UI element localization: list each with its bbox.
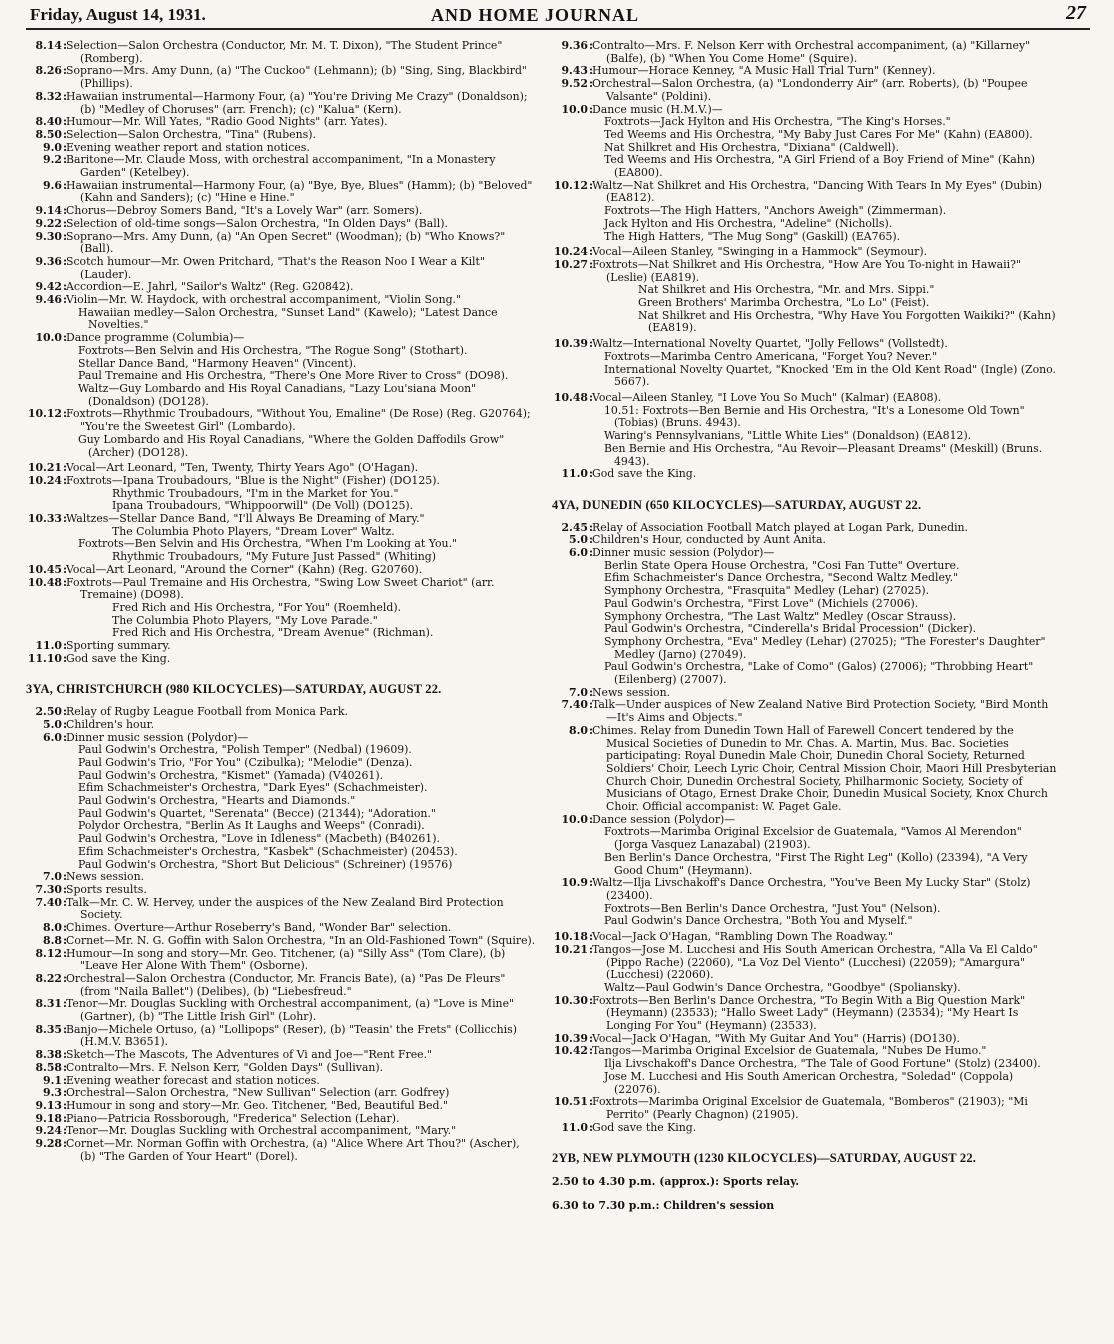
program-time: 9.42 :	[26, 281, 62, 294]
program-entry	[26, 256, 538, 281]
program-time: 8.14 :	[26, 40, 62, 53]
program-text: Relay of Rugby League Football from Monica Park.	[66, 705, 348, 719]
program-line: Efim Schachmeister's Dance Orchestra, "Second Waltz Medley."	[604, 571, 959, 585]
program-entry	[552, 995, 1058, 1033]
program-text: Cornet—Mr. N. G. Goffin with Salon Orchestra, "In an Old-Fashioned Town" (Squire).	[66, 933, 536, 947]
program-text: Vocal—Jack O'Hagan, "With My Guitar And You" (Harris) (DO130).	[592, 1031, 961, 1045]
program-time: 11.0 :	[26, 640, 62, 653]
program-entry	[26, 332, 538, 345]
program-line: Ted Weems and His Orchestra, "My Baby Just Cares For Me" (Kahn) (EA800).	[604, 127, 1033, 141]
program-line: Polydor Orchestra, "Berlin As It Laughs and Weeps" (Conradi).	[78, 819, 425, 833]
program-text: Selection of old-time songs—Salon Orchestra, "In Olden Days" (Ball).	[66, 216, 448, 230]
program-line: Berlin State Opera House Orchestra, "Cosi Fan Tutte" Overture.	[604, 558, 960, 572]
program-text: Chimes. Relay from Dunedin Town Hall of Farewell Concert tendered by the Musical Societies of Dunedin to Mr. Chas. A. Martin, Mus. Bac. Societies participating: Royal Dunedin Male Choir, Dunedin Choral Society, Returned Soldiers' Choir, Leech Lyric Choir, Central Mission Choir, Maori Hill Presbyterian Church Choir, Dunedin Orchestral Society, Philharmonic Society, Society of Musicians of Otago, Ernest Drake Choir, Dunedin Musical Society, Knox Church Choir. Official accompanist: W. Paget Gale.	[592, 723, 1057, 814]
program-line: Foxtrots—Ben Selvin and His Orchestra, "When I'm Looking at You."	[78, 537, 458, 551]
program-entry	[552, 180, 1058, 205]
program-entry	[552, 931, 1058, 944]
program-time: 11.0 :	[552, 1122, 588, 1135]
program-text: Waltz—Ilja Livschakoff's Dance Orchestra, "You've Been My Lucky Star" (Stolz) (23400).	[592, 876, 1031, 902]
program-time: 9.30 :	[26, 231, 62, 244]
program-entry	[26, 948, 538, 973]
program-line: Ben Berlin's Dance Orchestra, "First The Right Leg" (Kollo) (23394), "A Very Good Chum" (Heymann).	[604, 850, 1028, 877]
program-line: Symphony Orchestra, "Eva" Medley (Lehar) (27025); "The Forester's Daughter" Medley (Jarno) (27049).	[604, 634, 1046, 661]
program-text: Selection—Salon Orchestra (Conductor, Mr. M. T. Dixon), "The Student Prince" (Romberg).	[66, 39, 503, 65]
program-line: Efim Schachmeister's Orchestra, "Kasbek" (Schachmeister) (20453).	[78, 844, 458, 858]
program-time: 9.14 :	[26, 205, 62, 218]
program-entry	[26, 218, 538, 231]
program-time: 9.13 :	[26, 1100, 62, 1113]
program-text: Foxtrots—Nat Shilkret and His Orchestra, "How Are You To-night in Hawaii?" (Leslie) (EA819).	[592, 257, 1021, 284]
program-time: 10.21 :	[26, 462, 62, 475]
program-time: 9.2 :	[26, 154, 62, 167]
program-text: Waltz—Nat Shilkret and His Orchestra, "Dancing With Tears In My Eyes" (Dubin) (EA812).	[592, 178, 1042, 205]
program-text: Foxtrots—Rhythmic Troubadours, "Without You, Emaline" (De Rose) (Reg. G20764); "You're the Sweetest Girl" (Lombardo).	[66, 407, 531, 434]
program-text: Humour—In song and story—Mr. Geo. Titchener, (a) "Silly Ass" (Tom Clare), (b) "Leave Her Alone With Them" (Osborne).	[66, 946, 506, 973]
program-time: 9.1 :	[26, 1075, 62, 1088]
program-text: Vocal—Art Leonard, "Around the Corner" (Kahn) (Reg. G20760).	[66, 562, 423, 576]
program-entry	[26, 129, 538, 142]
section-heading-3ya: 3YA, CHRISTCHURCH (980 KILOCYCLES)—SATURDAY, AUGUST 22.	[26, 682, 442, 697]
program-entry	[26, 706, 538, 719]
program-text: Dance session (Polydor)—	[592, 812, 736, 826]
program-text: Tenor—Mr. Douglas Suckling with Orchestral accompaniment, "Mary."	[66, 1124, 457, 1138]
program-time: 5.0 :	[552, 534, 588, 547]
program-line: Ted Weems and His Orchestra, "A Girl Friend of a Boy Friend of Mine" (Kahn) (EA800).	[604, 153, 1036, 180]
program-entry	[26, 180, 538, 205]
program-text: Dinner music session (Polydor)—	[592, 546, 775, 560]
program-text: Humour—Horace Kenney, "A Music Hall Trial Turn" (Kenney).	[592, 64, 936, 78]
program-text: Hawaiian instrumental—Harmony Four, (a) "Bye, Bye, Blues" (Hamm); (b) "Beloved" (Kahn and Sanders); (c) "Hine e Hine."	[66, 178, 533, 205]
program-line: Paul Godwin's Orchestra, "Kismet" (Yamada) (V40261).	[78, 768, 384, 782]
program-entry	[552, 877, 1058, 902]
program-time: 7.30 :	[26, 884, 62, 897]
program-line: Paul Godwin's Trio, "For You" (Czibulka); "Melodie" (Denza).	[78, 755, 413, 769]
program-text: Foxtrots—Paul Tremaine and His Orchestra, "Swing Low Sweet Chariot" (arr. Tremaine) (DO98).	[66, 575, 495, 602]
program-time: 8.32 :	[26, 91, 62, 104]
program-text: Foxtrots—Ben Berlin's Dance Orchestra, "To Begin With a Big Question Mark" (Heymann) (23533); "Hallo Sweet Lady" (Heymann) (23534); "My Heart Is Longing For You" (Heymann) (23533).	[592, 993, 1026, 1033]
program-line: Paul Godwin's Orchestra, "Love in Idleness" (Macbeth) (B40261).	[78, 832, 440, 846]
program-time: 10.51 :	[552, 1096, 588, 1109]
program-entry	[26, 884, 538, 897]
program-line: Green Brothers' Marimba Orchestra, "Lo Lo" (Feist).	[638, 296, 930, 310]
program-entry	[26, 973, 538, 998]
program-time: 9.46 :	[26, 294, 62, 307]
program-line: Ipana Troubadours, "Whippoorwill" (De Voll) (DO125).	[112, 499, 414, 513]
program-text: Foxtrots—Marimba Original Excelsior de Guatemala, "Bomberos" (21903); "Mi Perrito" (Pearly Chagnon) (21905).	[592, 1095, 1028, 1121]
program-line: Rhythmic Troubadours, "I'm in the Market for You."	[112, 486, 399, 500]
program-time: 8.8 :	[26, 935, 62, 948]
program-entry	[26, 205, 538, 218]
program-time: 7.40 :	[26, 897, 62, 910]
program-line: Fred Rich and His Orchestra, "Dream Avenue" (Richman).	[112, 626, 434, 640]
program-entry	[26, 922, 538, 935]
program-entry	[552, 78, 1058, 103]
program-entry	[26, 231, 538, 256]
program-text: Evening weather report and station notices.	[66, 140, 310, 154]
program-text: Humour in song and story—Mr. Geo. Titchener, "Bed, Beautiful Bed."	[66, 1098, 448, 1112]
program-time: 8.22 :	[26, 973, 62, 986]
program-time: 10.39 :	[552, 338, 588, 351]
program-time: 10.33 :	[26, 513, 62, 526]
program-text: Tenor—Mr. Douglas Suckling with Orchestral accompaniment, (a) "Love is Mine" (Gartner), (b) "The Little Irish Girl" (Lohr).	[66, 997, 515, 1024]
program-time: 9.0 :	[26, 142, 62, 155]
program-time: 7.40 :	[552, 699, 588, 712]
program-time: 10.0 :	[552, 814, 588, 827]
program-entry	[26, 513, 538, 526]
program-time: 2.45 :	[552, 522, 588, 535]
program-text: Sketch—The Mascots, The Adventures of Vi and Joe—"Rent Free."	[66, 1048, 433, 1062]
program-line: Ilja Livschakoff's Dance Orchestra, "The Tale of Good Fortune" (Stolz) (23400).	[604, 1057, 1041, 1071]
program-entry	[552, 468, 1058, 481]
program-entry	[26, 1024, 538, 1049]
program-time: 8.35 :	[26, 1024, 62, 1037]
program-time: 10.12 :	[26, 408, 62, 421]
program-entry	[26, 65, 538, 90]
program-text: Dinner music session (Polydor)—	[66, 730, 249, 744]
program-time: 8.26 :	[26, 65, 62, 78]
program-entry	[26, 640, 538, 653]
program-text: Children's Hour, conducted by Aunt Anita.	[592, 533, 827, 547]
program-line: Ben Bernie and His Orchestra, "Au Revoir—Pleasant Dreams" (Meskill) (Bruns. 4943).	[604, 441, 1043, 468]
program-line: Paul Godwin's Orchestra, "Short But Delicious" (Schreiner) (19576)	[78, 857, 453, 871]
program-line: 2.50 to 4.30 p.m. (approx.): Sports relay.	[552, 1174, 800, 1188]
program-text: Foxtrots—Ipana Troubadours, "Blue is the Night" (Fisher) (DO125).	[66, 473, 440, 487]
program-time: 7.0 :	[26, 871, 62, 884]
program-entry	[552, 1122, 1058, 1135]
program-text: Dance music (H.M.V.)—	[592, 102, 723, 116]
program-entry	[26, 91, 538, 116]
program-time: 10.12 :	[552, 180, 588, 193]
right-column	[552, 40, 1058, 1223]
program-time: 8.58 :	[26, 1062, 62, 1075]
program-text: Soprano—Mrs. Amy Dunn, (a) "An Open Secret" (Woodman); (b) "Who Knows?" (Ball).	[66, 229, 506, 256]
program-entry	[552, 725, 1058, 814]
page-header	[26, 2, 1090, 28]
program-entry	[552, 40, 1058, 65]
program-text: Soprano—Mrs. Amy Dunn, (a) "The Cuckoo" (Lehmann); (b) "Sing, Sing, Blackbird" (Phillips).	[66, 64, 527, 91]
program-line: Foxtrots—Jack Hylton and His Orchestra, "The King's Horses."	[604, 115, 951, 129]
program-time: 9.43 :	[552, 65, 588, 78]
program-time: 9.52 :	[552, 78, 588, 91]
program-text: Humour—Mr. Will Yates, "Radio Good Nights" (arr. Yates).	[66, 115, 388, 129]
program-line: Foxtrots—Marimba Original Excelsior de Guatemala, "Vamos Al Merendon" (Jorga Vasquez Lanazabal) (21903).	[604, 825, 1022, 852]
section-heading-2yb: 2YB, NEW PLYMOUTH (1230 KILOCYCLES)—SATURDAY, AUGUST 22.	[552, 1151, 977, 1166]
header-rule	[26, 28, 1090, 30]
program-text: Chimes. Overture—Arthur Roseberry's Band, "Wonder Bar" selection.	[66, 921, 452, 935]
program-time: 8.31 :	[26, 998, 62, 1011]
program-line: Efim Schachmeister's Orchestra, "Dark Eyes" (Schachmeister).	[78, 781, 428, 795]
program-time: 10.45 :	[26, 564, 62, 577]
program-text: Talk—Mr. C. W. Hervey, under the auspices of the New Zealand Bird Protection Society.	[66, 895, 504, 922]
program-time: 9.3 :	[26, 1087, 62, 1100]
program-text: Vocal—Jack O'Hagan, "Rambling Down The Roadway."	[592, 930, 893, 944]
program-line: Foxtrots—Marimba Centro Americana, "Forget You? Never."	[604, 349, 938, 363]
program-text: Orchestral—Salon Orchestra, (a) "Londonderry Air" (arr. Roberts), (b) "Poupee Valsante" (Poldini).	[592, 77, 1028, 103]
program-time: 6.0 :	[26, 732, 62, 745]
program-text: Evening weather forecast and station notices.	[66, 1073, 320, 1087]
program-text: Cornet—Mr. Norman Goffin with Orchestra, (a) "Alice Where Art Thou?" (Ascher), (b) "The Garden of Your Heart" (Dorel).	[66, 1137, 520, 1163]
program-entry	[552, 547, 1058, 560]
program-line: The High Hatters, "The Mug Song" (Gaskill) (EA765).	[604, 229, 901, 243]
program-text: Selection—Salon Orchestra, "Tina" (Rubens).	[66, 127, 316, 141]
program-line: Paul Godwin's Orchestra, "Cinderella's Bridal Procession" (Dicker).	[604, 622, 977, 636]
program-time: 9.24 :	[26, 1125, 62, 1138]
program-time: 9.36 :	[552, 40, 588, 53]
program-time: 10.30 :	[552, 995, 588, 1008]
program-text: God save the King.	[592, 1120, 697, 1134]
program-entry	[26, 998, 538, 1023]
program-line: Paul Godwin's Orchestra, "Lake of Como" (Galos) (27006); "Throbbing Heart" (Eilenberg) (27007).	[604, 660, 1034, 687]
program-entry	[26, 1062, 538, 1075]
program-text: Hawaiian instrumental—Harmony Four, (a) "You're Driving Me Crazy" (Donaldson); (b) "Medley of Choruses" (arr. French); (c) "Kalua" (Kern).	[66, 89, 528, 116]
program-time: 10.18 :	[552, 931, 588, 944]
program-line: Foxtrots—Ben Berlin's Dance Orchestra, "Just You" (Nelson).	[604, 901, 941, 915]
program-line: Jose M. Lucchesi and His South American Orchestra, "Soledad" (Coppola) (22076).	[604, 1069, 1014, 1096]
program-time: 9.36 :	[26, 256, 62, 269]
program-time: 10.27 :	[552, 259, 588, 272]
program-line: Waltz—Guy Lombardo and His Royal Canadians, "Lazy Lou'siana Moon" (Donaldson) (DO128).	[78, 381, 477, 408]
program-time: 8.12 :	[26, 948, 62, 961]
program-text: Vocal—Art Leonard, "Ten, Twenty, Thirty Years Ago" (O'Hagan).	[66, 461, 419, 475]
program-line: Paul Godwin's Quartet, "Serenata" (Becce) (21344); "Adoration."	[78, 806, 436, 820]
program-line: Foxtrots—The High Hatters, "Anchors Aweigh" (Zimmerman).	[604, 204, 947, 218]
program-time: 9.18 :	[26, 1113, 62, 1126]
program-text: Sports results.	[66, 883, 147, 896]
program-entry	[552, 699, 1058, 724]
program-line: Guy Lombardo and His Royal Canadians, "Where the Golden Daffodils Grow" (Archer) (DO128).	[78, 432, 505, 459]
program-time: 7.0 :	[552, 687, 588, 700]
section-heading-4ya: 4YA, DUNEDIN (650 KILOCYCLES)—SATURDAY, AUGUST 22.	[552, 497, 922, 512]
program-entry	[26, 719, 538, 732]
program-entry	[26, 1138, 538, 1163]
program-time: 10.24 :	[552, 246, 588, 259]
program-line: Paul Godwin's Dance Orchestra, "Both You and Myself."	[604, 914, 913, 928]
program-time: 5.0 :	[26, 719, 62, 732]
publication-title: AND HOME JOURNAL	[431, 5, 639, 25]
program-entry	[552, 259, 1058, 284]
program-entry	[26, 564, 538, 577]
program-line: Waring's Pennsylvanians, "Little White Lies" (Donaldson) (EA812).	[604, 429, 972, 443]
program-line: Foxtrots—Ben Selvin and His Orchestra, "The Rogue Song" (Stothart).	[78, 343, 468, 357]
program-time: 10.48 :	[26, 577, 62, 590]
program-entry	[552, 1045, 1058, 1058]
program-entry	[552, 338, 1058, 351]
program-line: Paul Godwin's Orchestra, "Hearts and Diamonds."	[78, 794, 356, 808]
program-text: Contralto—Mrs. F. Nelson Kerr with Orchestral accompaniment, (a) "Killarney" (Balfe), (b) "When You Come Home" (Squire).	[592, 39, 1031, 65]
program-line: Symphony Orchestra, "Frasquita" Medley (Lehar) (27025).	[604, 584, 930, 598]
program-time: 8.38 :	[26, 1049, 62, 1062]
program-line: Nat Shilkret and His Orchestra, "Why Have You Forgotten Waikiki?" (Kahn) (EA819).	[638, 308, 1056, 335]
program-text: News session.	[66, 870, 145, 884]
program-text: Accordion—E. Jahrl, "Sailor's Waltz" (Reg. G20842).	[66, 280, 354, 294]
program-entry	[26, 1049, 538, 1062]
program-text: Orchestral—Salon Orchestra, "New Sullivan" Selection (arr. Godfrey)	[66, 1086, 450, 1100]
program-time: 11.10 :	[26, 653, 62, 666]
program-entry	[26, 732, 538, 745]
program-text: Piano—Patricia Rossborough, "Frederica" Selection (Lehar).	[66, 1111, 400, 1125]
program-entry	[26, 1100, 538, 1113]
program-text: Baritone—Mr. Claude Moss, with orchestral accompaniment, "In a Monastery Garden" (Ketelbey).	[66, 153, 496, 180]
program-entry	[26, 653, 538, 666]
program-text: Waltzes—Stellar Dance Band, "I'll Always Be Dreaming of Mary."	[66, 512, 425, 526]
program-text: God save the King.	[66, 651, 171, 665]
program-text: Contralto—Mrs. F. Nelson Kerr, "Golden Days" (Sullivan).	[66, 1060, 384, 1074]
program-time: 10.42 :	[552, 1045, 588, 1058]
program-entry	[26, 475, 538, 488]
issue-date: Friday, August 14, 1931.	[30, 5, 206, 24]
program-line: Paul Godwin's Orchestra, "Polish Temper" (Nedbal) (19609).	[78, 743, 412, 757]
program-time: 10.48 :	[552, 392, 588, 405]
program-entry	[26, 897, 538, 922]
program-entry	[552, 1096, 1058, 1121]
program-entry	[26, 40, 538, 65]
program-line: Nat Shilkret and His Orchestra, "Mr. and Mrs. Sippi."	[638, 283, 935, 297]
program-line: 6.30 to 7.30 p.m.: Children's session	[552, 1198, 775, 1212]
left-column	[26, 40, 538, 1163]
program-time: 11.0 :	[552, 468, 588, 481]
program-time: 9.28 :	[26, 1138, 62, 1151]
program-line: Paul Godwin's Orchestra, "First Love" (Michiels (27006).	[604, 596, 919, 610]
program-text: Vocal—Aileen Stanley, "I Love You So Much" (Kalmar) (EA808).	[592, 390, 942, 404]
program-line: The Columbia Photo Players, "My Love Parade."	[112, 613, 378, 627]
program-text: Vocal—Aileen Stanley, "Swinging in a Hammock" (Seymour).	[592, 245, 928, 259]
program-line: The Columbia Photo Players, "Dream Lover" Waltz.	[112, 524, 395, 538]
program-line: Nat Shilkret and His Orchestra, "Dixiana" (Caldwell).	[604, 140, 899, 154]
program-entry	[26, 294, 538, 307]
program-time: 9.22 :	[26, 218, 62, 231]
program-text: Tangos—Jose M. Lucchesi and His South American Orchestra, "Alla Va El Caldo" (Pippo Rache) (22060), "La Voz Del Viento" (Lucchesi) (22059); "Amargura" (Lucchesi) (22060).	[592, 942, 1038, 982]
program-text: Relay of Association Football Match played at Logan Park, Dunedin.	[592, 520, 969, 534]
program-time: 10.9 :	[552, 877, 588, 890]
program-time: 8.0 :	[26, 922, 62, 935]
program-time: 8.40 :	[26, 116, 62, 129]
program-text: Dance programme (Columbia)—	[66, 331, 245, 345]
program-time: 8.50 :	[26, 129, 62, 142]
page-number: 27	[1066, 2, 1086, 24]
program-entry	[552, 814, 1058, 827]
program-text: Waltz—International Novelty Quartet, "Jolly Fellows" (Vollstedt).	[592, 337, 948, 351]
program-line: Paul Tremaine and His Orchestra, "There's One More River to Cross" (DO98).	[78, 369, 509, 383]
program-entry	[26, 462, 538, 475]
program-entry	[26, 154, 538, 179]
program-text: Talk—Under auspices of New Zealand Native Bird Protection Society, "Bird Month—It's Aims and Objects."	[592, 698, 1049, 725]
program-text: Banjo—Michele Ortuso, (a) "Lollipops" (Reser), (b) "Teasin' the Frets" (Collicchis) (H.M.V. B3651).	[66, 1022, 517, 1049]
program-time: 10.24 :	[26, 475, 62, 488]
program-text: Orchestral—Salon Orchestra (Conductor, Mr. Francis Bate), (a) "Pas De Fleurs" (from "Naila Ballet") (Delibes), (b) "Liebesfreud."	[66, 971, 506, 998]
program-entry	[26, 935, 538, 948]
program-line: Hawaiian medley—Salon Orchestra, "Sunset Land" (Kawelo); "Latest Dance Novelties."	[78, 305, 498, 332]
program-line: Rhythmic Troubadours, "My Future Just Passed" (Whiting)	[112, 550, 436, 564]
program-entry	[552, 392, 1058, 405]
program-text: News session.	[592, 685, 671, 699]
program-entry	[26, 577, 538, 602]
program-time: 10.39 :	[552, 1033, 588, 1046]
program-entry	[552, 104, 1058, 117]
program-text: God save the King.	[592, 467, 697, 481]
program-time: 2.50 :	[26, 706, 62, 719]
program-text: Children's hour.	[66, 717, 155, 731]
program-line: International Novelty Quartet, "Knocked 'Em in the Old Kent Road" (Ingle) (Zono. 5667).	[604, 362, 1056, 389]
program-line: Waltz—Paul Godwin's Dance Orchestra, "Goodbye" (Spoliansky).	[604, 980, 961, 994]
program-text: Violin—Mr. W. Haydock, with orchestral accompaniment, "Violin Song."	[66, 293, 462, 307]
program-entry	[26, 408, 538, 433]
program-time: 9.6 :	[26, 180, 62, 193]
program-time: 8.0 :	[552, 725, 588, 738]
program-line: Fred Rich and His Orchestra, "For You" (Roemheld).	[112, 600, 402, 614]
program-line: Stellar Dance Band, "Harmony Heaven" (Vincent).	[78, 356, 357, 370]
program-line: Jack Hylton and His Orchestra, "Adeline" (Nicholls).	[604, 216, 893, 230]
program-line: 10.51: Foxtrots—Ben Bernie and His Orchestra, "It's a Lonesome Old Town" (Tobias) (Bruns. 4943).	[604, 403, 1025, 430]
program-entry	[552, 944, 1058, 982]
program-time: 10.0 :	[552, 104, 588, 117]
program-line: Symphony Orchestra, "The Last Waltz" Medley (Oscar Strauss).	[604, 609, 957, 623]
program-text: Sporting summary.	[66, 639, 171, 653]
program-time: 6.0 :	[552, 547, 588, 560]
program-time: 10.21 :	[552, 944, 588, 957]
program-text: Tangos—Marimba Original Excelsior de Guatemala, "Nubes De Humo."	[592, 1044, 987, 1058]
program-time: 10.0 :	[26, 332, 62, 345]
program-text: Chorus—Debroy Somers Band, "It's a Lovely War" (arr. Somers).	[66, 204, 423, 218]
program-text: Scotch humour—Mr. Owen Pritchard, "That's the Reason Noo I Wear a Kilt" (Lauder).	[66, 254, 485, 281]
